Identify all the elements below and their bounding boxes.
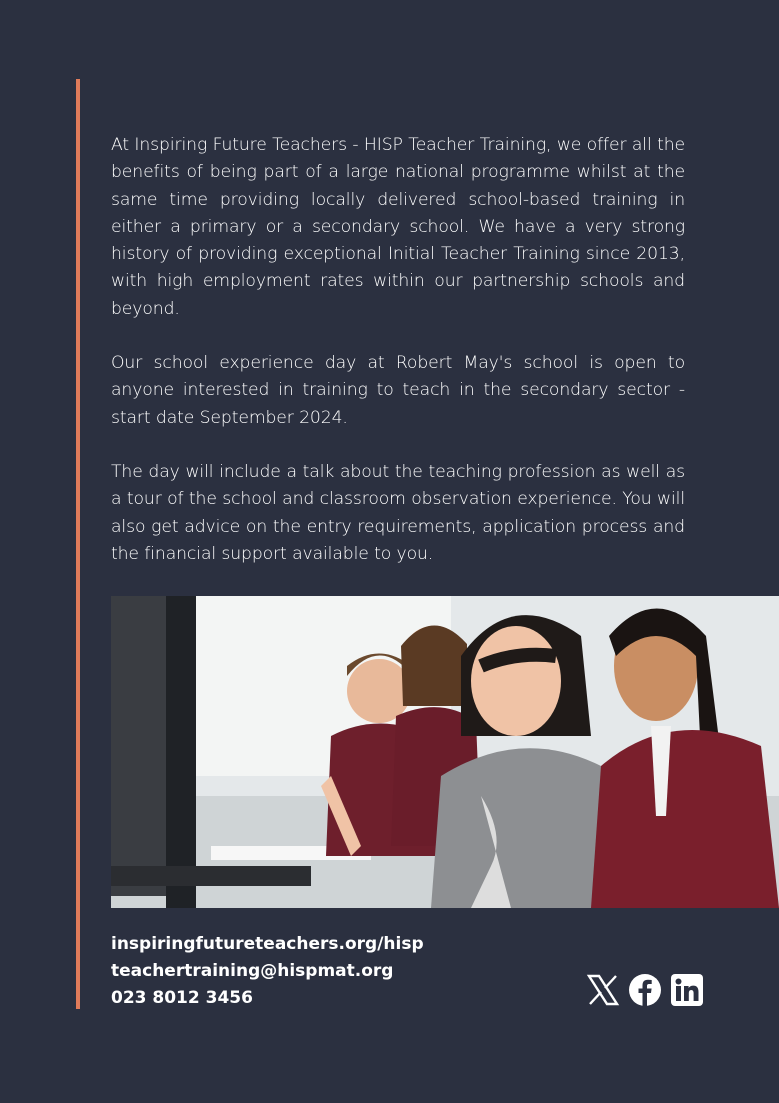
linkedin-icon[interactable]: [670, 973, 704, 1007]
social-icons: [586, 973, 704, 1007]
intro-text: [111, 132, 685, 595]
facebook-icon[interactable]: [628, 973, 662, 1007]
email-link[interactable]: teachertraining@hispmat.org: [111, 961, 394, 981]
classroom-photo: [111, 596, 779, 908]
intro-paragraph-1: At Inspiring Future Teachers - HISP Teacher Training, we offer all the benefits of being part of a large national programme whilst at the same time providing locally delivered school-based training in either a primary or a secondary school. We have a very strong history of providing exceptional Initial Teacher Training since 2013, with high employment rates within our partnership schools and beyond.: [111, 135, 685, 319]
intro-paragraph-2: Our school experience day at Robert May's school is open to anyone interested in training to teach in the secondary sector - start date September 2024.: [111, 353, 685, 428]
intro-paragraph-3: The day will include a talk about the teaching profession as well as a tour of the school and classroom observation experience. You will also get advice on the entry requirements, application process and the financial support available to you.: [111, 461, 685, 564]
x-icon[interactable]: [586, 973, 620, 1007]
phone-number[interactable]: 023 8012 3456: [111, 988, 253, 1008]
website-link[interactable]: inspiringfutureteachers.org/hisp: [111, 934, 424, 954]
contact-block: [111, 931, 424, 1012]
accent-bar: [76, 79, 80, 1009]
